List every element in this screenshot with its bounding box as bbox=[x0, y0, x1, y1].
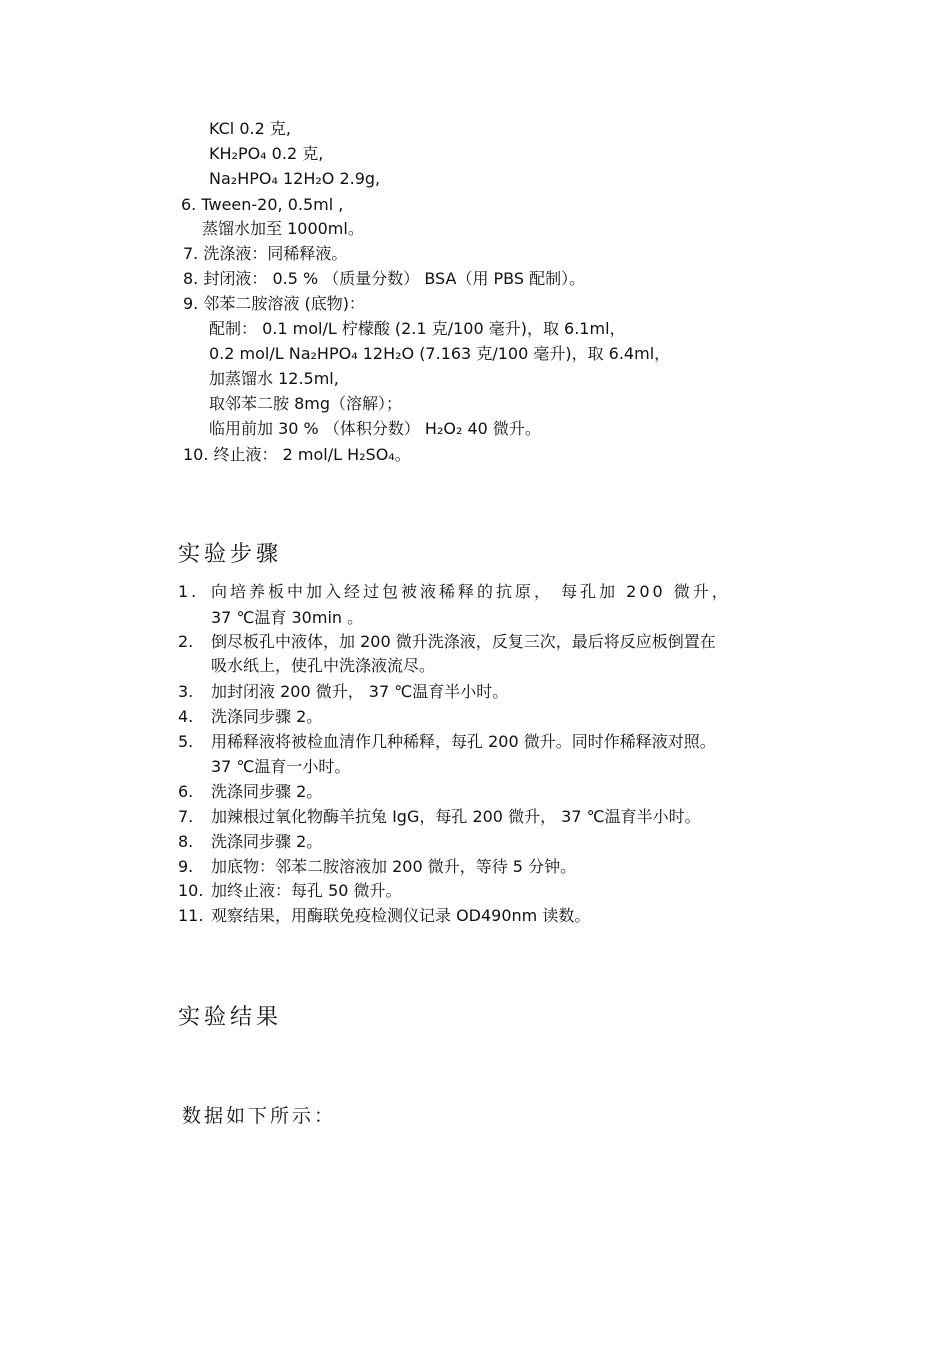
step-6 bbox=[178, 781, 322, 803]
results-intro-text: 数据如下所示： bbox=[182, 1105, 337, 1127]
steps-heading: 实验步骤 bbox=[178, 542, 283, 567]
step-number: 2. bbox=[178, 632, 194, 651]
reagent-item-9 bbox=[183, 293, 365, 315]
step-3 bbox=[178, 681, 508, 703]
step-5-continuation: 37 ℃温育一小时。 bbox=[211, 757, 351, 776]
step-number: 3. bbox=[178, 682, 194, 701]
step-text: 观察结果，用酶联免疫检测仪记录 OD490nm 读数。 bbox=[211, 906, 591, 925]
item-text: 洗涤液：同稀释液。 bbox=[203, 244, 348, 263]
step-1-continuation: 37 ℃温育 30min 。 bbox=[211, 608, 364, 627]
item-text: Tween-20, 0.5ml , bbox=[201, 195, 344, 214]
step-text: 用稀释液将被检血清作几种稀释，每孔 200 微升。同时作稀释液对照。 bbox=[211, 732, 716, 751]
reagent-item-9-line-4: 取邻苯二胺 8mg（溶解）； bbox=[209, 394, 403, 413]
reagent-item-9-line-2: 0.2 mol/L Na₂HPO₄ 12H₂O (7.163 克/100 毫升)，取 6.4ml， bbox=[209, 344, 671, 363]
step-11 bbox=[178, 905, 590, 927]
step-8 bbox=[178, 831, 322, 853]
step-text: 加终止液：每孔 50 微升。 bbox=[211, 881, 402, 900]
step-2 bbox=[178, 631, 716, 653]
step-2-continuation: 吸水纸上，使孔中洗涤液流尽。 bbox=[211, 656, 436, 675]
step-text: 洗涤同步骤 2。 bbox=[211, 832, 323, 851]
step-number: 11. bbox=[178, 906, 204, 925]
reagent-item-9-line-3: 加蒸馏水 12.5ml, bbox=[209, 369, 339, 388]
item-text: 邻苯二胺溶液 (底物)： bbox=[203, 294, 365, 313]
step-number: 6. bbox=[178, 782, 194, 801]
step-text: 加封闭液 200 微升， 37 ℃温育半小时。 bbox=[211, 682, 509, 701]
item-text: 终止液： 2 mol/L H₂SO₄。 bbox=[213, 445, 411, 464]
item-text: 封闭液： 0.5 % （质量分数） BSA（用 PBS 配制）。 bbox=[203, 269, 586, 288]
reagent-item-6-continuation: 蒸馏水加至 1000ml。 bbox=[202, 219, 364, 238]
reagent-item-9-line-5: 临用前加 30 % （体积分数） H₂O₂ 40 微升。 bbox=[209, 419, 541, 438]
step-number: 7. bbox=[178, 807, 194, 826]
item-number: 10. bbox=[183, 445, 209, 464]
step-text: 加辣根过氧化物酶羊抗兔 IgG，每孔 200 微升， 37 ℃温育半小时。 bbox=[211, 807, 701, 826]
step-5 bbox=[178, 731, 716, 753]
step-4 bbox=[178, 706, 322, 728]
reagent-na2hpo4: Na₂HPO₄ 12H₂O 2.9g, bbox=[209, 169, 381, 188]
step-text: 洗涤同步骤 2。 bbox=[211, 707, 323, 726]
reagent-item-6 bbox=[181, 194, 343, 216]
step-number: 10. bbox=[178, 881, 204, 900]
step-9 bbox=[178, 856, 576, 878]
step-number: 9. bbox=[178, 857, 194, 876]
step-number: 8. bbox=[178, 832, 194, 851]
reagent-item-8 bbox=[183, 268, 585, 290]
step-7 bbox=[178, 806, 701, 828]
step-10 bbox=[178, 880, 402, 902]
step-number: 5. bbox=[178, 732, 194, 751]
item-number: 7. bbox=[183, 244, 199, 263]
item-number: 9. bbox=[183, 294, 199, 313]
reagent-item-7 bbox=[183, 243, 347, 265]
results-heading: 实验结果 bbox=[178, 1005, 283, 1030]
reagent-item-9-line-1: 配制： 0.1 mol/L 柠檬酸 (2.1 克/100 毫升)，取 6.1ml， bbox=[209, 319, 626, 338]
item-number: 6. bbox=[181, 195, 197, 214]
step-text: 洗涤同步骤 2。 bbox=[211, 782, 323, 801]
step-text: 倒尽板孔中液体，加 200 微升洗涤液，反复三次，最后将反应板倒置在 bbox=[211, 632, 716, 651]
reagent-kcl: KCl 0.2 克, bbox=[209, 119, 291, 138]
step-number: 4. bbox=[178, 707, 194, 726]
step-1 bbox=[178, 581, 731, 603]
reagent-item-10 bbox=[183, 444, 411, 466]
item-number: 8. bbox=[183, 269, 199, 288]
step-text: 向培养板中加入经过包被液稀释的抗原， 每孔加 200 微升， bbox=[211, 582, 731, 601]
step-number: 1. bbox=[178, 582, 200, 601]
step-text: 加底物：邻苯二胺溶液加 200 微升，等待 5 分钟。 bbox=[211, 857, 577, 876]
reagent-kh2po4: KH₂PO₄ 0.2 克, bbox=[209, 144, 324, 163]
